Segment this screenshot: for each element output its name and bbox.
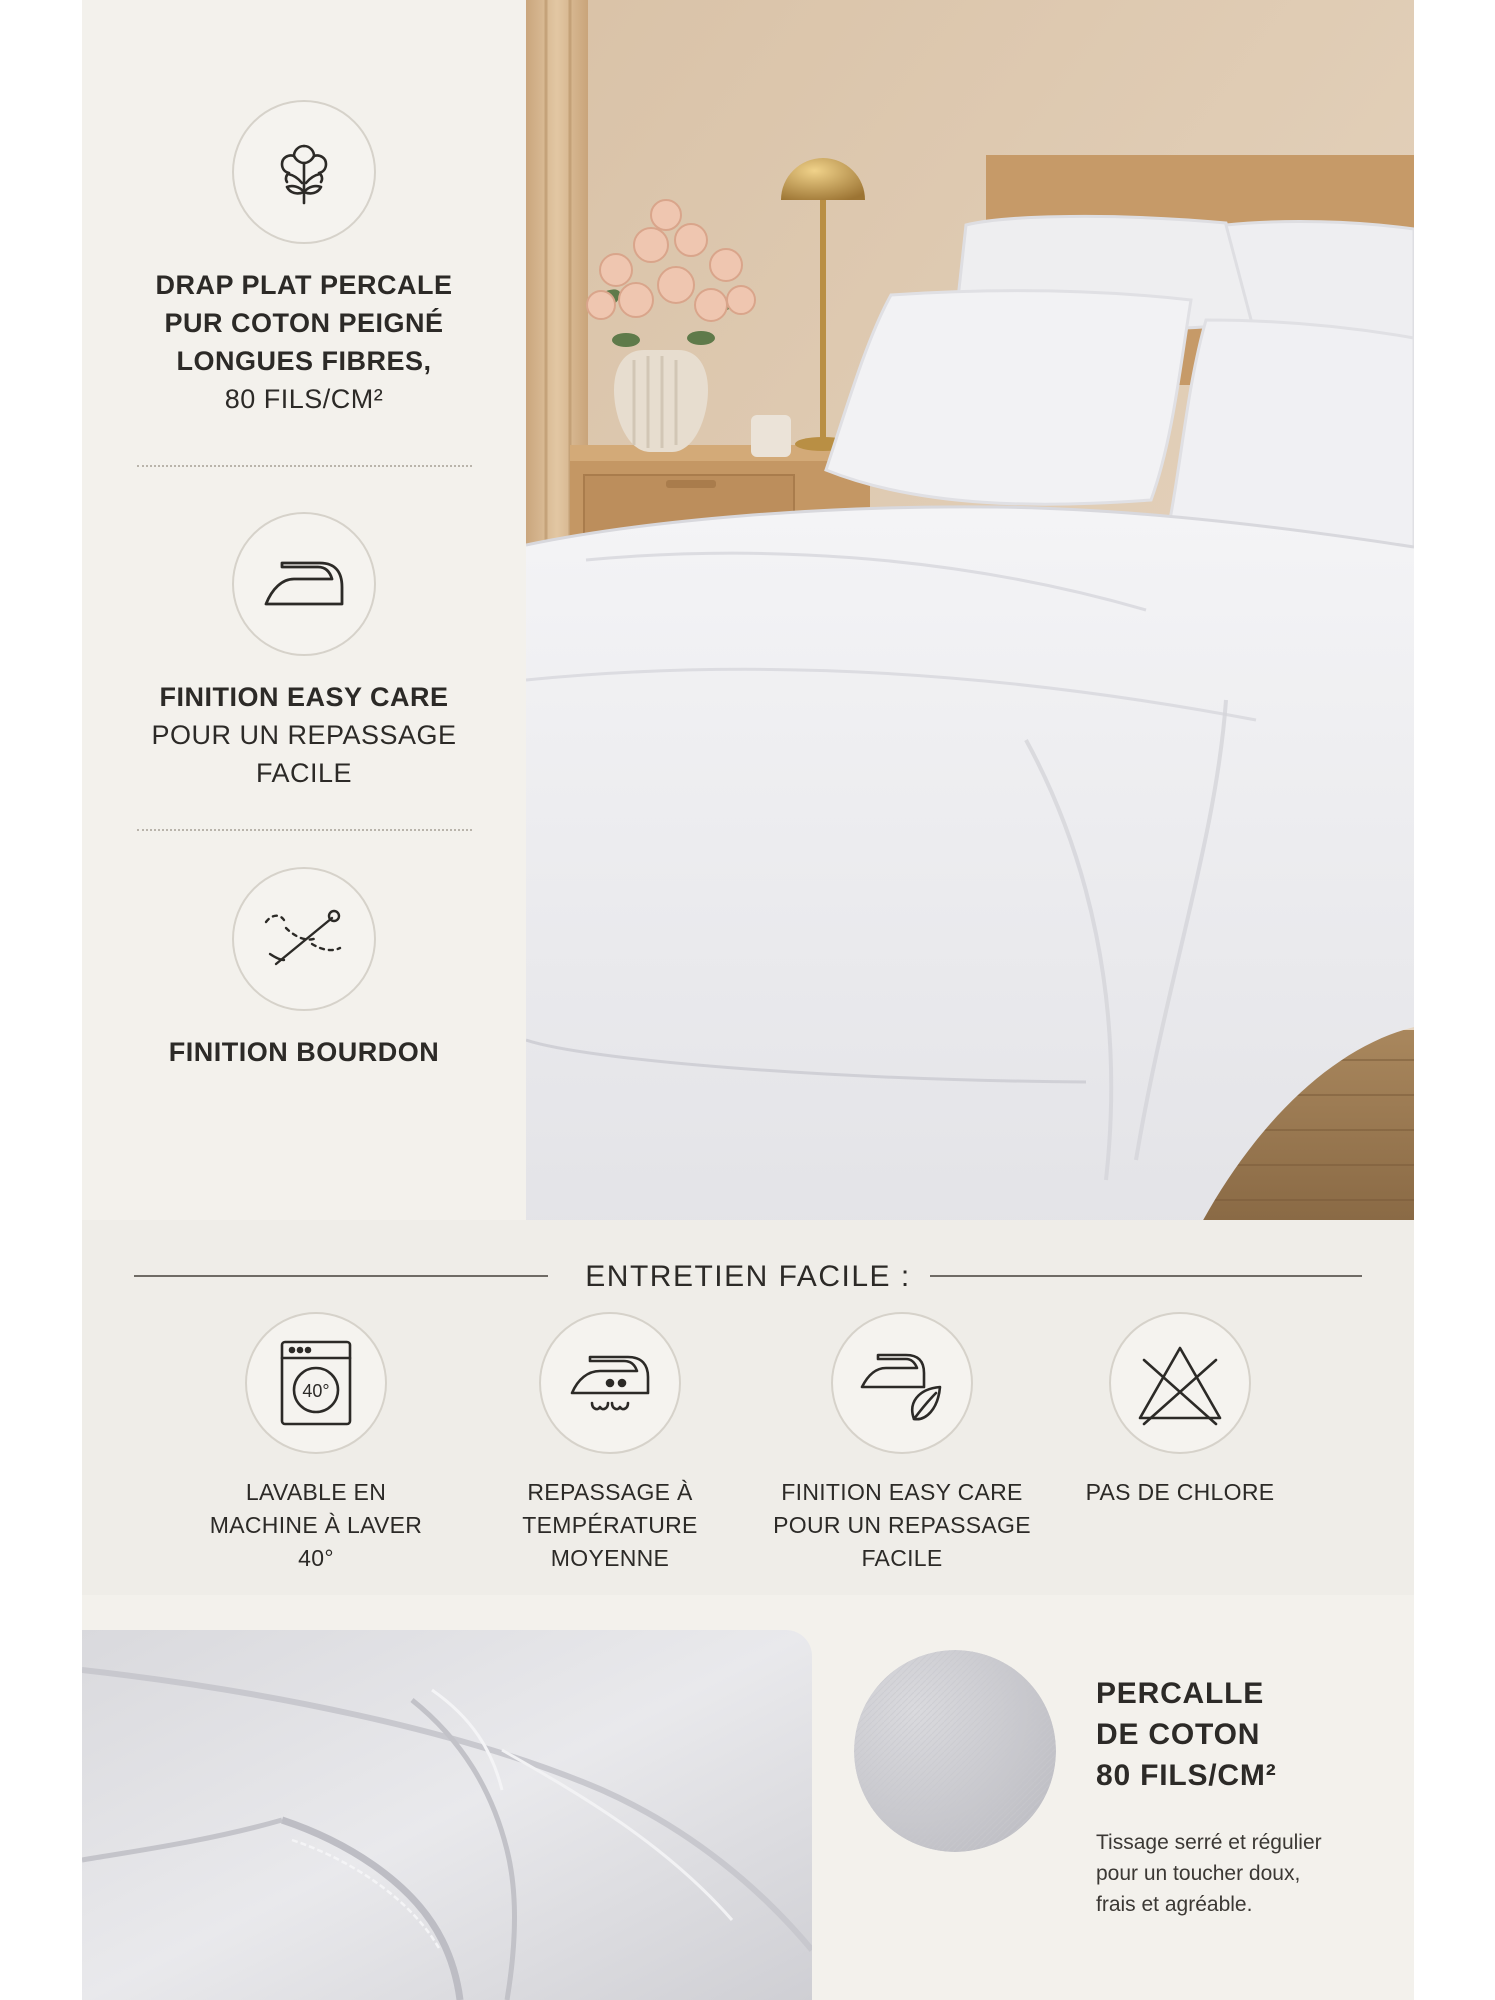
care-label-line: LAVABLE EN (245, 1479, 387, 1505)
iron-icon (232, 512, 376, 656)
iron-medium-temperature-icon (539, 1312, 681, 1454)
care-item-no-bleach (1050, 1312, 1310, 1509)
needle-stitch-icon (232, 867, 376, 1011)
feature-line: LONGUES FIBRES, (176, 346, 432, 376)
feature-cotton (82, 100, 526, 418)
feature-easy-care-text (82, 678, 526, 792)
care-label (772, 1476, 1032, 1575)
care-label (480, 1476, 740, 1575)
iron-leaf-icon (831, 1312, 973, 1454)
percale-title (1096, 1673, 1276, 1796)
washing-machine-40-icon (245, 1312, 387, 1454)
feature-line: FINITION EASY CARE (159, 682, 449, 712)
cotton-flower-icon (232, 100, 376, 244)
feature-line: FACILE (255, 758, 353, 788)
care-label (186, 1476, 446, 1575)
care-label-line: 40° (298, 1545, 334, 1571)
care-label-line: POUR UN REPASSAGE (773, 1512, 1031, 1538)
fabric-closeup-photo (82, 1630, 812, 2000)
care-section (82, 1220, 1414, 1595)
feature-line: DRAP PLAT PERCALE (155, 270, 453, 300)
feature-cotton-text (82, 266, 526, 418)
feature-bourdon (82, 867, 526, 1071)
percale-title-line: PERCALLE (1096, 1677, 1265, 1710)
dotted-divider (137, 465, 472, 467)
no-bleach-icon (1109, 1312, 1251, 1454)
care-label-line: MACHINE À LAVER (209, 1512, 423, 1538)
washing-temperature-badge: 40° (302, 1381, 330, 1401)
percale-description-line: pour un toucher doux, (1096, 1862, 1301, 1885)
percale-description-line: Tissage serré et régulier (1096, 1831, 1322, 1854)
care-label-line: MOYENNE (550, 1545, 670, 1571)
care-item-easy-care (772, 1312, 1032, 1575)
dotted-divider (137, 829, 472, 831)
bedroom-photo (526, 0, 1414, 1220)
feature-bourdon-text (82, 1033, 526, 1071)
care-label-line: FACILE (861, 1545, 943, 1571)
feature-line: PUR COTON PEIGNÉ (164, 308, 444, 338)
percale-section (82, 1595, 1414, 2000)
percale-title-line: DE COTON (1096, 1718, 1261, 1751)
feature-line: POUR UN REPASSAGE (151, 720, 457, 750)
care-label-line: REPASSAGE À (527, 1479, 693, 1505)
percale-description (1096, 1827, 1386, 1920)
care-label-line: PAS DE CHLORE (1085, 1479, 1275, 1505)
care-label-line: TEMPÉRATURE (522, 1512, 698, 1538)
care-item-ironing (480, 1312, 740, 1575)
feature-line: FINITION BOURDON (168, 1037, 440, 1067)
feature-easy-care (82, 512, 526, 792)
care-title-line (930, 1275, 1362, 1277)
care-title: ENTRETIEN FACILE : (585, 1260, 911, 1293)
care-label (1050, 1476, 1310, 1509)
fabric-swatch (854, 1650, 1056, 1852)
features-column (82, 0, 526, 1220)
care-label-line: FINITION EASY CARE (781, 1479, 1023, 1505)
care-item-washing (186, 1312, 446, 1575)
product-card (82, 0, 1414, 2000)
percale-description-line: frais et agréable. (1096, 1893, 1253, 1916)
feature-line: 80 FILS/CM² (224, 384, 384, 414)
percale-title-line: 80 FILS/CM² (1096, 1759, 1277, 1792)
